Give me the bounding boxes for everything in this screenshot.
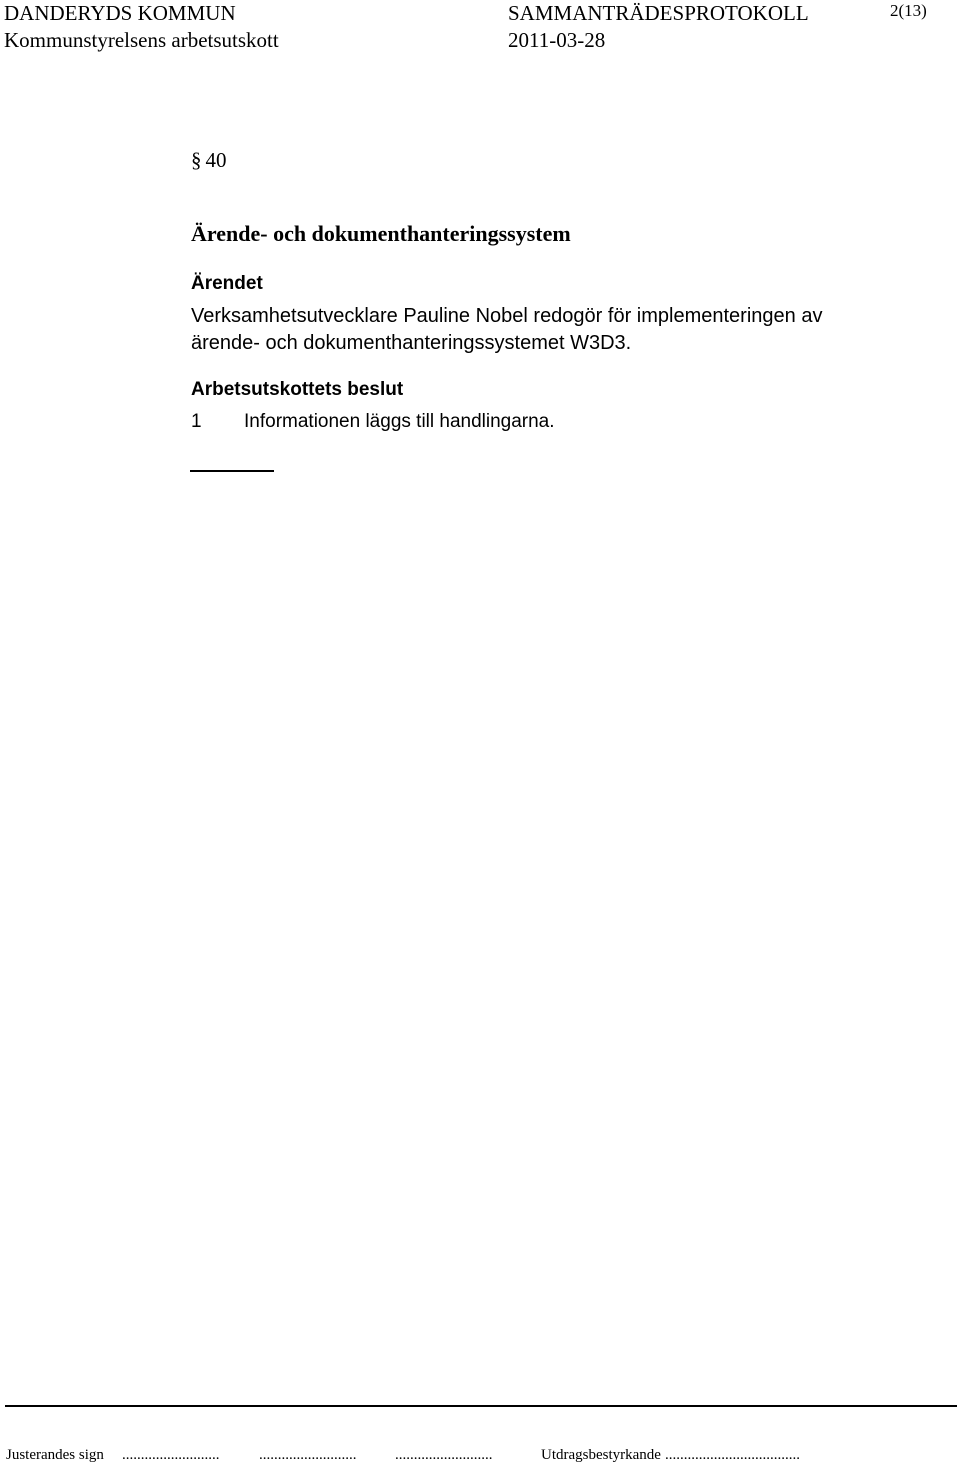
section-sign: § [191, 148, 202, 172]
document-type: SAMMANTRÄDESPROTOKOLL [508, 1, 809, 25]
committee-name: Kommunstyrelsens arbetsutskott [4, 28, 279, 52]
meeting-date: 2011-03-28 [508, 28, 606, 52]
signature-line-1: .......................... [122, 1447, 220, 1463]
case-text-line-1: Verksamhetsutvecklare Pauline Nobel redogör för implementeringen av [191, 305, 823, 327]
footer-extract-label: Utdragsbestyrkande [541, 1447, 661, 1463]
case-text-line-2: ärende- och dokumenthanteringssystemet W3D3. [191, 332, 632, 354]
footer-sign-label: Justerandes sign [6, 1447, 104, 1463]
section-end-rule [190, 470, 274, 472]
section-title: Ärende- och dokumenthanteringssystem [191, 221, 571, 246]
decision-item-number: 1 [191, 411, 202, 432]
signature-line-3: .......................... [395, 1447, 493, 1463]
extract-signature-line: .................................... [665, 1447, 800, 1463]
page-number: 2(13) [890, 1, 927, 20]
decision-heading: Arbetsutskottets beslut [191, 379, 404, 400]
decision-item-text: Informationen läggs till handlingarna. [244, 411, 555, 432]
signature-line-2: .......................... [259, 1447, 357, 1463]
paragraph-heading [191, 146, 227, 174]
case-heading: Ärendet [191, 273, 263, 294]
footer-rule [5, 1405, 957, 1407]
organization-name: DANDERYDS KOMMUN [4, 1, 236, 25]
paragraph-number: 40 [205, 148, 227, 172]
